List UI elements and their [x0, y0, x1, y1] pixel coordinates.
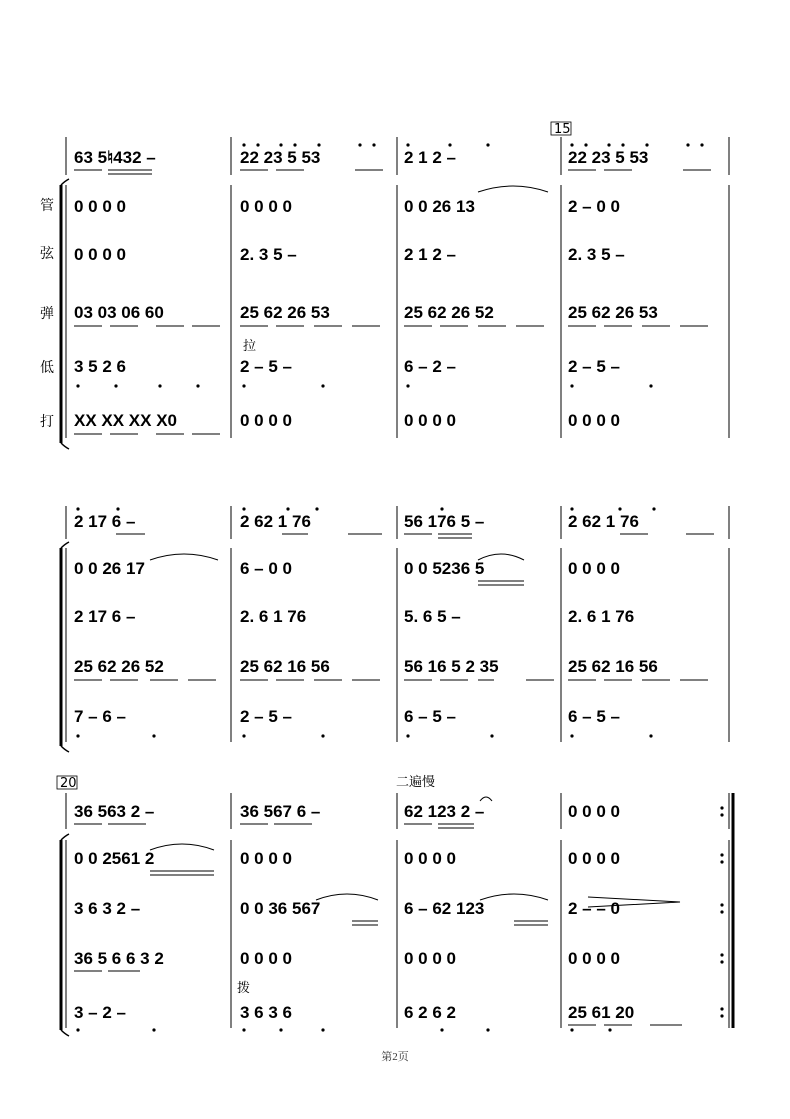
- octave-dot-high: [315, 507, 318, 510]
- octave-dot-high: [621, 143, 624, 146]
- octave-dot-high: [448, 143, 451, 146]
- octave-dot-high: [372, 143, 375, 146]
- part-measure: 2 – 5 –: [568, 357, 620, 376]
- part-measure: 3 6 3 6: [240, 1003, 292, 1022]
- octave-dot-low: [242, 734, 245, 737]
- instrument-label-da: 打: [40, 414, 54, 430]
- part-measure: 2 – 5 –: [240, 357, 292, 376]
- rehearsal-mark-20: 20: [60, 776, 77, 791]
- octave-dot-low: [608, 1028, 611, 1031]
- part-measure: 7 – 6 –: [74, 707, 126, 726]
- instrument-label-tan: 弹: [40, 306, 54, 322]
- octave-dot-low: [649, 734, 652, 737]
- repeat-dot: [720, 860, 723, 863]
- part-measure: 2 – 0 0: [568, 197, 620, 216]
- melody-measure: 22 23 5 53: [240, 148, 321, 167]
- octave-dot-low: [158, 384, 161, 387]
- part-measure: 2 – 5 –: [240, 707, 292, 726]
- slur: [478, 186, 548, 192]
- part-measure: 0 0 0 0: [240, 949, 292, 968]
- fermata: [480, 797, 492, 801]
- melody-measure: 2 1 2 –: [404, 148, 456, 167]
- part-measure: 0 0 26 17: [74, 559, 145, 578]
- octave-dot-high: [686, 143, 689, 146]
- page-number: 第2页: [381, 1051, 409, 1063]
- slur: [150, 844, 214, 850]
- part-measure: 0 0 2561 2: [74, 849, 155, 868]
- part-measure: 2. 6 1 76: [240, 607, 307, 626]
- melody-measure: 63 5♮432 –: [74, 148, 156, 167]
- melody-measure: 36 563 2 –: [74, 802, 155, 821]
- repeat-dot: [720, 806, 723, 809]
- bracket-hook: [61, 542, 69, 548]
- octave-dot-low: [152, 1028, 155, 1031]
- octave-dot-high: [76, 507, 79, 510]
- octave-dot-low: [406, 384, 409, 387]
- repeat-dot: [720, 1007, 723, 1010]
- octave-dot-low: [440, 1028, 443, 1031]
- octave-dot-low: [76, 384, 79, 387]
- part-measure: 5. 6 5 –: [404, 607, 461, 626]
- part-measure: 2. 3 5 –: [568, 245, 625, 264]
- part-measure: 2 1 2 –: [404, 245, 456, 264]
- octave-dot-high: [286, 507, 289, 510]
- part-measure: 0 0 0 0: [568, 559, 620, 578]
- repeat-dot: [720, 853, 723, 856]
- octave-dot-high: [256, 143, 259, 146]
- part-measure: 6 – 5 –: [404, 707, 456, 726]
- part-measure: 6 – 2 –: [404, 357, 456, 376]
- part-measure: 03 03 06 60: [74, 303, 164, 322]
- repeat-dot: [720, 1014, 723, 1017]
- octave-dot-high: [486, 143, 489, 146]
- octave-dot-low: [321, 1028, 324, 1031]
- part-measure: 25 62 26 53: [568, 303, 658, 322]
- part-measure: 25 62 16 56: [568, 657, 658, 676]
- octave-dot-low: [406, 734, 409, 737]
- octave-dot-high: [645, 143, 648, 146]
- octave-dot-high: [358, 143, 361, 146]
- bracket-hook: [61, 179, 69, 185]
- octave-dot-low: [196, 384, 199, 387]
- octave-dot-high: [607, 143, 610, 146]
- part-measure: 3 6 3 2 –: [74, 899, 141, 918]
- notation-text: [74, 148, 658, 1022]
- octave-dot-high: [406, 143, 409, 146]
- octave-dot-high: [652, 507, 655, 510]
- octave-dot-low: [152, 734, 155, 737]
- part-measure: 0 0 0 0: [568, 411, 620, 430]
- part-measure: 2. 6 1 76: [568, 607, 635, 626]
- octave-dot-high: [440, 507, 443, 510]
- melody-measure: 2 62 1 76: [240, 512, 311, 531]
- octave-dot-high: [116, 507, 119, 510]
- octave-dot-low: [114, 384, 117, 387]
- part-measure: 6 – 62 123: [404, 899, 485, 918]
- part-measure: 25 61 20: [568, 1003, 635, 1022]
- repeat-dot: [720, 903, 723, 906]
- bracket-hook: [61, 443, 69, 449]
- repeat-dot: [720, 960, 723, 963]
- part-measure: 0 0 5236 5: [404, 559, 485, 578]
- octave-dot-low: [76, 734, 79, 737]
- melody-measure: 56 176 5 –: [404, 512, 485, 531]
- octave-dot-low: [76, 1028, 79, 1031]
- octave-dot-low: [242, 384, 245, 387]
- part-measure: 0 0 0 0: [240, 197, 292, 216]
- part-measure: 0 0 0 0: [404, 411, 456, 430]
- part-measure: 0 0 0 0: [404, 949, 456, 968]
- octave-dot-low: [490, 734, 493, 737]
- slur: [480, 894, 548, 900]
- rehearsal-mark-15: 15: [554, 122, 571, 137]
- part-measure: 0 0 36 567: [240, 899, 321, 918]
- melody-measure: 36 567 6 –: [240, 802, 321, 821]
- octave-dot-high: [570, 143, 573, 146]
- melody-measure: 2 62 1 76: [568, 512, 639, 531]
- instrument-label-xian: 弦: [40, 246, 54, 262]
- part-measure: 0 0 0 0: [568, 949, 620, 968]
- barlines-and-brackets: [61, 137, 733, 1036]
- octave-dot-low: [279, 1028, 282, 1031]
- part-measure: 0 0 0 0: [240, 849, 292, 868]
- repeat-dot: [720, 910, 723, 913]
- octave-dot-low: [321, 734, 324, 737]
- octave-dot-low: [649, 384, 652, 387]
- part-measure: 25 62 16 56: [240, 657, 330, 676]
- melody-measure: 62 123 2 –: [404, 802, 485, 821]
- part-measure: 3 5 2 6: [74, 357, 126, 376]
- octave-dot-high: [618, 507, 621, 510]
- slur: [316, 894, 378, 900]
- part-measure: XX XX XX X0: [74, 411, 177, 430]
- octave-dot-low: [242, 1028, 245, 1031]
- instrument-label-guan: 管: [40, 198, 54, 214]
- part-measure: 0 0 0 0: [240, 411, 292, 430]
- part-measure: 25 62 26 52: [74, 657, 164, 676]
- technique-mark-bo: 拨: [237, 981, 251, 996]
- part-measure: 6 – 0 0: [240, 559, 292, 578]
- part-measure: 0 0 0 0: [404, 849, 456, 868]
- octave-dot-high: [317, 143, 320, 146]
- part-measure: 36 5 6 6 3 2: [74, 949, 164, 968]
- part-measure: 56 16 5 2 35: [404, 657, 499, 676]
- part-measure: 0 0 26 13: [404, 197, 475, 216]
- part-measure: 2 – – 0: [568, 899, 620, 918]
- bracket-hook: [61, 1030, 69, 1036]
- octave-dot-low: [486, 1028, 489, 1031]
- technique-mark-la: 拉: [243, 339, 257, 354]
- slur: [150, 554, 218, 560]
- octave-dot-high: [700, 143, 703, 146]
- part-measure: 2. 3 5 –: [240, 245, 297, 264]
- part-measure: 25 62 26 53: [240, 303, 330, 322]
- part-measure: 6 2 6 2: [404, 1003, 456, 1022]
- part-measure: 0 0 0 0: [74, 197, 126, 216]
- octave-dot-high: [242, 507, 245, 510]
- notation-marks: [74, 143, 724, 1031]
- octave-dot-low: [570, 384, 573, 387]
- octave-dot-high: [279, 143, 282, 146]
- repeat-dot: [720, 813, 723, 816]
- octave-dot-high: [242, 143, 245, 146]
- octave-dot-high: [293, 143, 296, 146]
- tempo-marking: 二遍慢: [396, 775, 436, 790]
- octave-dot-high: [584, 143, 587, 146]
- repeat-dot: [720, 953, 723, 956]
- instrument-label-di: 低: [40, 360, 54, 376]
- part-measure: 3 – 2 –: [74, 1003, 126, 1022]
- melody-measure: 22 23 5 53: [568, 148, 649, 167]
- melody-measure: 0 0 0 0: [568, 802, 620, 821]
- part-measure: 2 17 6 –: [74, 607, 136, 626]
- octave-dot-low: [570, 1028, 573, 1031]
- octave-dot-high: [570, 507, 573, 510]
- bracket-hook: [61, 746, 69, 752]
- octave-dot-low: [321, 384, 324, 387]
- bracket-hook: [61, 834, 69, 840]
- part-measure: 6 – 5 –: [568, 707, 620, 726]
- part-measure: 0 0 0 0: [74, 245, 126, 264]
- melody-measure: 2 17 6 –: [74, 512, 136, 531]
- slur: [478, 554, 524, 560]
- part-measure: 25 62 26 52: [404, 303, 494, 322]
- octave-dot-low: [570, 734, 573, 737]
- part-measure: 0 0 0 0: [568, 849, 620, 868]
